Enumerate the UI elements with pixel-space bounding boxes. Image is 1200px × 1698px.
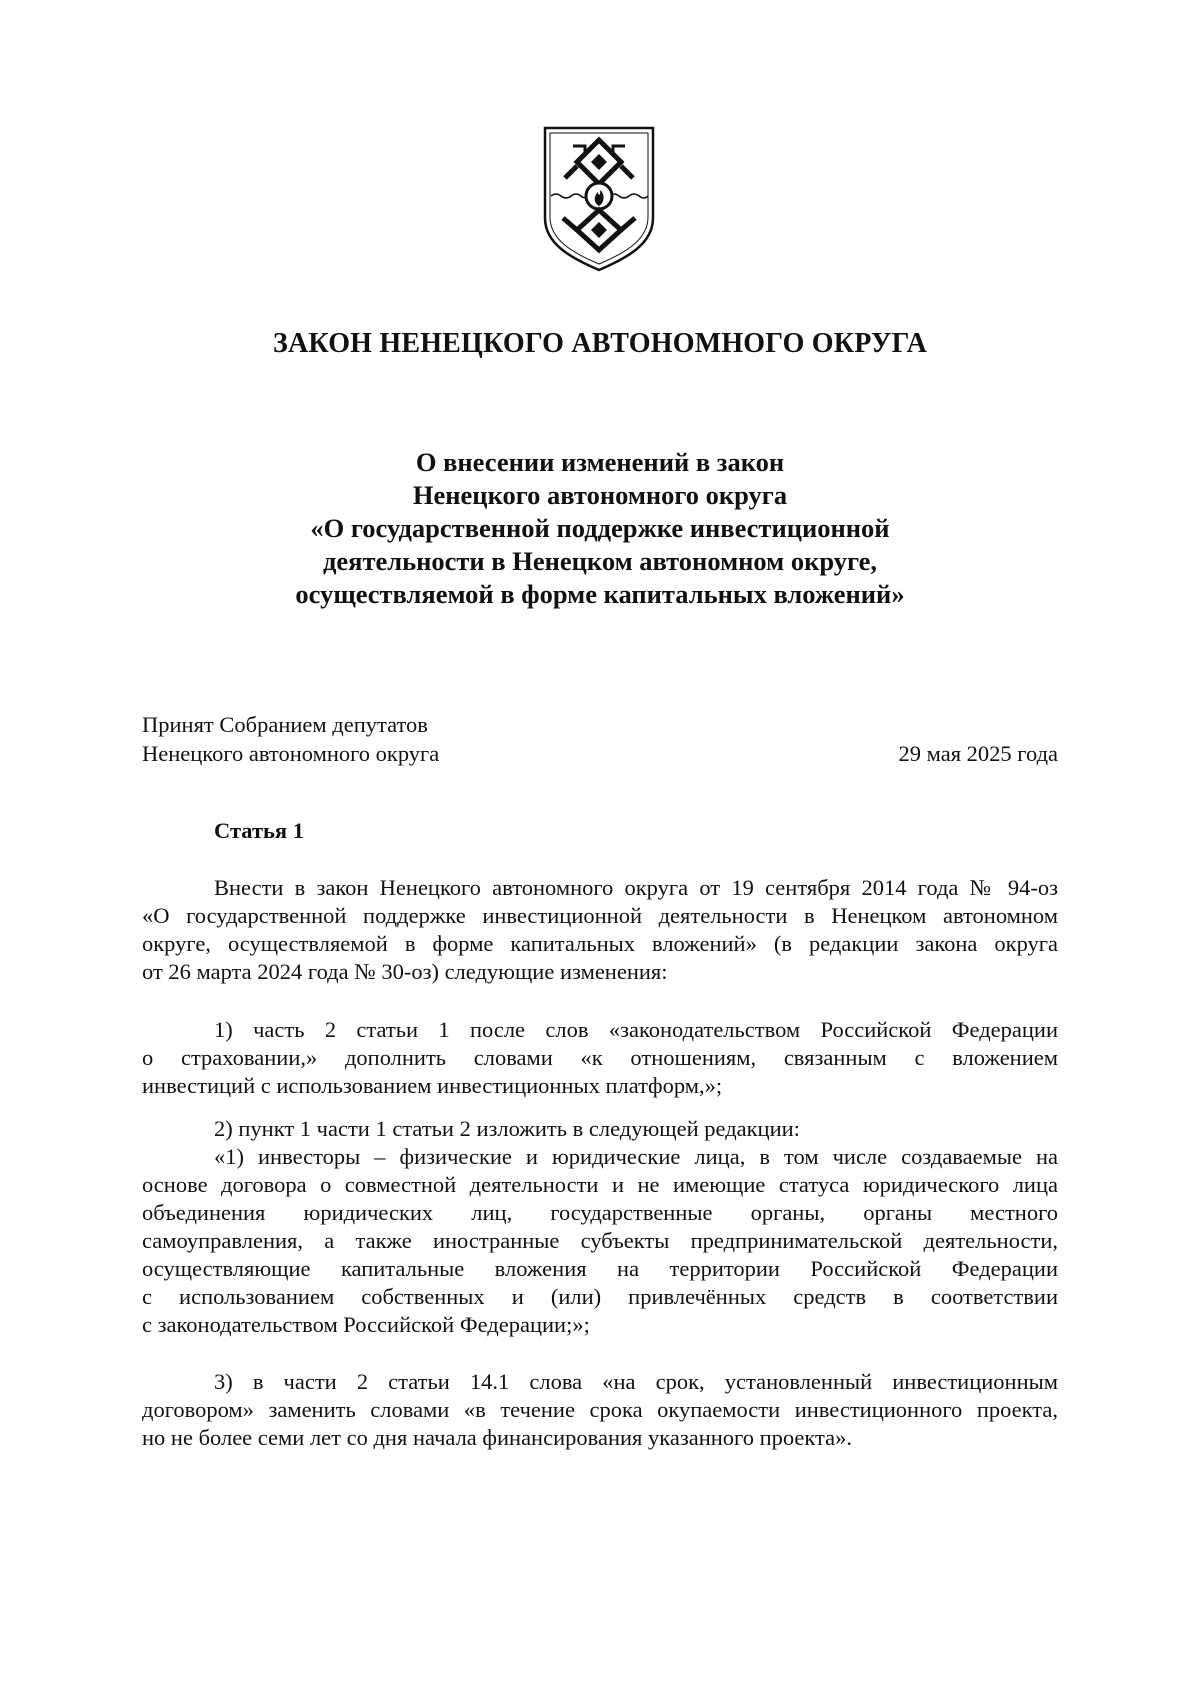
text-line: «О государственной поддержке инвестиционной деятельности в Ненецком автономном <box>142 903 1058 928</box>
adoption-date: 29 мая 2025 года <box>898 741 1058 766</box>
amendment-item-3 <box>142 1368 1058 1452</box>
text-line: самоуправления, а также иностранные субъекты предпринимательской деятельности, <box>142 1228 1058 1253</box>
subject-line: осуществляемой в форме капитальных вложений» <box>295 579 905 609</box>
text-line: осуществляющие капитальные вложения на территории Российской Федерации <box>142 1256 1058 1281</box>
adoption-line: Принят Собранием депутатов <box>142 712 428 737</box>
text-line: округе, осуществляемой в форме капитальных вложений» (в редакции закона округа <box>142 931 1058 956</box>
text-line: «1) инвесторы – физические и юридические лица, в том числе создаваемые на <box>214 1144 1058 1169</box>
law-subject-title <box>0 446 1200 611</box>
text-line: 1) часть 2 статьи 1 после слов «законодательством Российской Федерации <box>214 1017 1058 1042</box>
text-line: о страховании,» дополнить словами «к отношениям, связанным с вложением <box>142 1045 1058 1070</box>
adoption-line: Ненецкого автономного округа <box>142 741 440 766</box>
text-line: от 26 марта 2024 года № 30-оз) следующие изменения: <box>142 959 668 984</box>
coat-of-arms-icon <box>543 126 655 272</box>
text-line: договором» заменить словами «в течение срока окупаемости инвестиционного проекта, <box>142 1397 1058 1422</box>
amendment-item-2 <box>142 1115 1058 1339</box>
amendment-item-1 <box>142 1016 1058 1100</box>
text-line: основе договора о совместной деятельности и не имеющие статуса юридического лица <box>142 1172 1058 1197</box>
adoption-statement <box>142 710 439 768</box>
subject-line: О внесении изменений в закон <box>415 447 785 477</box>
text-line: с использованием собственных и (или) привлечённых средств в соответствии <box>142 1284 1058 1309</box>
text-line: 2) пункт 1 части 1 статьи 2 изложить в следующей редакции: <box>214 1116 800 1141</box>
article-intro-paragraph <box>142 874 1058 986</box>
text-line: Внести в закон Ненецкого автономного округа от 19 сентября 2014 года № 94-оз <box>214 875 1058 900</box>
article-heading: Статья 1 <box>214 818 304 843</box>
law-title: ЗАКОН НЕНЕЦКОГО АВТОНОМНОГО ОКРУГА <box>272 328 927 359</box>
subject-line: «О государственной поддержке инвестиционной <box>310 513 890 543</box>
subject-line: Ненецкого автономного округа <box>412 480 788 510</box>
subject-line: деятельности в Ненецком автономном округе, <box>322 546 878 576</box>
text-line: инвестиций с использованием инвестиционных платформ,»; <box>142 1073 723 1098</box>
text-line: объединения юридических лиц, государственные органы, органы местного <box>142 1200 1058 1225</box>
text-line: 3) в части 2 статьи 14.1 слова «на срок, установленный инвестиционным <box>214 1369 1058 1394</box>
text-line: но не более семи лет со дня начала финансирования указанного проекта». <box>142 1425 852 1450</box>
text-line: с законодательством Российской Федерации;»; <box>142 1312 590 1337</box>
